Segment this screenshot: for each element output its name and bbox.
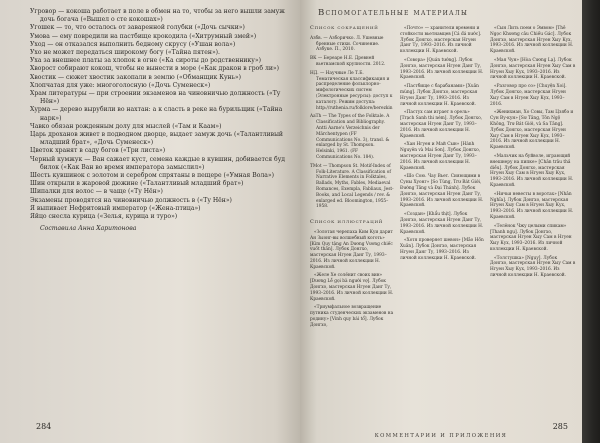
illustrations-heading: Список иллюстраций <box>310 219 384 226</box>
illustration-entry: «Создан» [Khẩu thịt]. Лубок Донгхо, мастерская Нгуен Данг Ту, 1993–2016. Из личной коллекции Н. Краевской. <box>400 212 484 235</box>
index-entry: Уха за внешнее платы за хлопок в огне («Ка сироты до родственнику») <box>30 57 261 65</box>
index-entry: Чавко обязан рожденным долу для мыслей («Там и Каам») <box>30 122 222 130</box>
index-entry: Хлопчатая для уже: многоголосную («Дочь Суменеск») <box>30 81 211 89</box>
illustration-entry: «Пастбище с барабанами» [Xuân mùng]. Лубок Донгхо, мастерская Нгуен Данг Ту, 1993–2016. Из личной коллекции Н. Краевской. <box>400 84 479 107</box>
index-entry: Шипалки для волос — в чаще («Ту Нён») <box>30 188 163 196</box>
illustration-entry: «Женихман, Хо Совы, Там Цзябэ и Сун Ву-кун» [Sư Tăng, Tôn Ngộ Không, Trư Bát Giới, và Sa Tăng]. Лубок Донгхо, мастерская Нгуен Хыу Сам в Нгуен Хыу Кух, 1993–2016. Из личной коллекции Н. Краевской. <box>490 110 574 151</box>
index-entry: Умова — ему повредили на пастбище крокодила («Хитрумный змей») <box>30 32 257 40</box>
illustration-entry: «Почто» — хранители времени и стойкости вьетнамцев [Cá đá nước]. Лубок Донгхо, мастерская Нгуен Данг Ту, 1993–2016. Из личной коллекции Н. Краевской. <box>400 26 482 55</box>
index-entry: Уход — он отказался выполнить бедному скрусу («Ушан вола») <box>30 40 236 48</box>
illustration-entry: «Желе Хе солёнит своих вин» [Dương Lễ gọi bà người vợ]. Лубок Донгхо, мастерская Нгуен Данг Ту, 1993–2016. Из личной коллекции Н. Краевской. <box>310 273 394 302</box>
illustration-entry: «Золотая черепаха Ким Куи дарит Ан Зыонг-вы волшебный коготь» [Kim Quy tặng An Dương Vương chiếc vuốt thần]. Лубок Донгхо, мастерская Нгуен Данг Ту, 1993–2016. Из личной коллекции Н. Краевской. <box>310 229 393 270</box>
index-entry: Ухо не может передаться широкому богу («Тайна пятен»). <box>30 49 220 57</box>
abbreviation-entry: AaTh — The Types of the Folktale. A Classification and Bibliography. Antti Aarne's Verzeichnis der Märchentypen (FF Communications No. 3), transl. & enlarged by St. Thompson. Helsinki, 1961. (FF Communications No. 184). <box>310 114 390 160</box>
abbreviation-entry: Азбв. — Азборичко. Л. Ушевные бренные стихи. Сочинение. Азбуке. П., 2010. <box>310 35 384 53</box>
index-entry: Хворост собирают кокош, чтобы не вынести в море («Как дракон в гроб ли») <box>30 65 279 73</box>
illustration-entry: «Пастух сам играет в орель» [Trạch Sanh thi ném]. Лубок Донгхо, мастерская Нгуен Данг Ту, 1993–2016. Из личной коллекции Н. Краевской. <box>400 110 483 139</box>
right-page <box>300 0 582 443</box>
column-illustrations-2 <box>400 26 484 264</box>
illustration-entry: «Разговор про со» [Chuyện Xoi]. Лубок Донгхо, мастерская Нгуен Хыу Сам в Нгуен Хыу Кух, 1993–2016. <box>490 84 567 107</box>
index-entry: Угровор — кокоша работает в поле в обмен на то, чтобы за него вышли замуж дочь богача («Вышел о сте кокошах») <box>30 8 285 24</box>
illustration-entry: «Триумфальное возвращение путника студенческих экзаменов на родину» [Vinh quy bái tổ]. Лубок Донгхо, <box>310 305 394 328</box>
illustration-entry: «Хотя проверяет шевон» [Mão Hồn Xuân]. Лубок Донгхо, мастерская Нгуен Данг Ту, 1993–2016. Из личной коллекции Н. Краевской. <box>400 238 484 261</box>
index-entry: Я выпивает Нефритовый император («Жена-птица») <box>30 204 201 212</box>
illustration-entry: «Шо Сою. Чау Вьет. Сияющими в Суны Хуонг» [So Tùng, Trư Bát Giới, Đường Tăng và Đại Thánh]. Лубок Донгхо, мастерская Нгуен Данг Ту, 1993–2016. Из личной коллекции Н. Краевской. <box>400 174 484 209</box>
abbreviation-entry: TMot — Thompson St. Motif-Index of Folk-Literature. A Classification of Narrative Elements in Folktales, Ballads, Myths, Fables, Mediaeval Romances, Exempla, Fabliaux, Jest-Books, and Local Legends / rev. & enlarged ed. Bloomington, 1955–1958. <box>310 163 394 210</box>
illustration-entry: «Совора» [Quán tướng]. Лубок Донгхо, мастерская Нгуен Данг Ту, 1993–2016. Из личной коллекции Н. Краевской. <box>400 57 484 81</box>
abbreviation-entry: НД. — Научные Ле Т.Б. Тематическая классификация и распределение фольклорно-мифологических систем (Электронные ресурсы): доступ к каталогу. Режим доступа: http://ruthenia.ru/folklore/berezkin <box>310 70 393 111</box>
illustration-entry: «Ничьи невесты в воротах» [Nhân Nghĩa]. Лубок Донгхо, мастерская Нгуен Хыу Сам в Нгуен Хыу Кух, 1993–2016. Из личной коллекции Н. Краевской. <box>490 191 574 220</box>
abbreviations-heading: Список сокращений <box>310 25 379 31</box>
index-entry: Храм литературы — при строении экзаменов на чиновничью должность («Ту Нён») <box>30 90 281 106</box>
index-entry: Черный кумжук — Ван сажает куст, семена каждые в кувшин, добивается буд билок («Как Ван во время императора замыслил») <box>30 155 286 171</box>
index-entry: Шесть кувшинок с золотом и серебром спрятаны в пещере («Умная Вола») <box>30 172 274 180</box>
index-entry: Царь дроханов живет в подводном дворце, выдает замуж дочь («Талантливый младший брат», «Дочь Суменеск») <box>30 131 283 147</box>
page-number-left: 284 <box>36 422 52 431</box>
index-entry: Хурма — дерево вырубили во нахтан: а к сласть в реке на бурильщик («Тайна нарк») <box>30 106 283 122</box>
illustration-entry: «Толстушка» [Ngụy]. Лубок Донгхо, мастерская Нгуен Хыу Сам в Нгуен Хыу Кух, 1993–2016. Из личной коллекции Н. Краевской. <box>490 255 576 279</box>
column-illustrations-3 <box>490 26 576 282</box>
index-entry: Угошек — то, что осталось от заваренной голубки («Дочь сычки») <box>30 24 245 32</box>
compiler-signature: Составила Анна Харитонова <box>40 225 137 233</box>
illustration-entry: «Хан Нгуен и Май Сын» [Hành Nguyên và Mai Sơn]. Лубок Донгхо, мастерская Нгуен Данг Ту, 1993–2016. Из личной коллекции Н. Краевской. <box>400 142 481 171</box>
running-footer: КОММЕНТАРИИ И ПРИЛОЖЕНИЯ <box>374 433 508 439</box>
index-entry: Экзамены проводятся на чиновничью должность в («Ту Нён») <box>30 196 232 204</box>
running-header: Вспомогательные материалы <box>318 8 469 18</box>
book-edge <box>582 0 600 443</box>
page-number-right: 285 <box>552 422 568 431</box>
illustration-entry: «Сын Лить поем о Эмвом» [Thê Ngọc Khương câu Chiếu Gác]. Лубок Донгхо, мастерская Нгуен Хыу Кух, 1993–2016. Из личной коллекции Н. Краевской. <box>490 26 574 55</box>
index-entry: Цветок хранят в саду богов («Три листа») <box>30 147 166 155</box>
illustration-entry: «Телёнок Чжу целыми спикам» [Thanh ngụ]. Лубок Донгхо, мастерская Нгуен Хыу Сам в Нгуен Хыу Кух, 1993–2016. Из личной коллекции Н. Краевской. <box>490 223 572 252</box>
illustration-entry: «Мая Чун» [Hòa Cương Lạ]. Лубок Донгхо, мастерская Нгуен Хыу Сам в Нгуен Хыу Кух, 1993–2016. Из личной коллекции Н. Краевской. <box>490 57 576 81</box>
index-entry: Шин открыли в жаровой дюжине («Талантливый младший брат») <box>30 180 244 188</box>
column-abbreviations <box>310 26 394 332</box>
illustration-entry: «Мальчик на буйволе, играющий внешнеру на пипке» [Chăn trâu thả diều]. Лубок Донгхо, мастерская Нгуен Хыу Сам в Нгуен Хыу Кух, 1993–2016. Из личной коллекции Н. Краевской. <box>490 153 574 188</box>
motif-index-tail <box>30 8 290 233</box>
index-entry: Хвостик — сюжет хвостик закопали в землю («Обманщик Кунь») <box>30 73 242 81</box>
abbreviation-entry: ВК — Береаре Н.Е. Древней вьетнамской крупности. 2012. <box>310 56 386 67</box>
index-entry: Яйцо снесла курица («Зелья, курица и туро») <box>30 213 178 221</box>
